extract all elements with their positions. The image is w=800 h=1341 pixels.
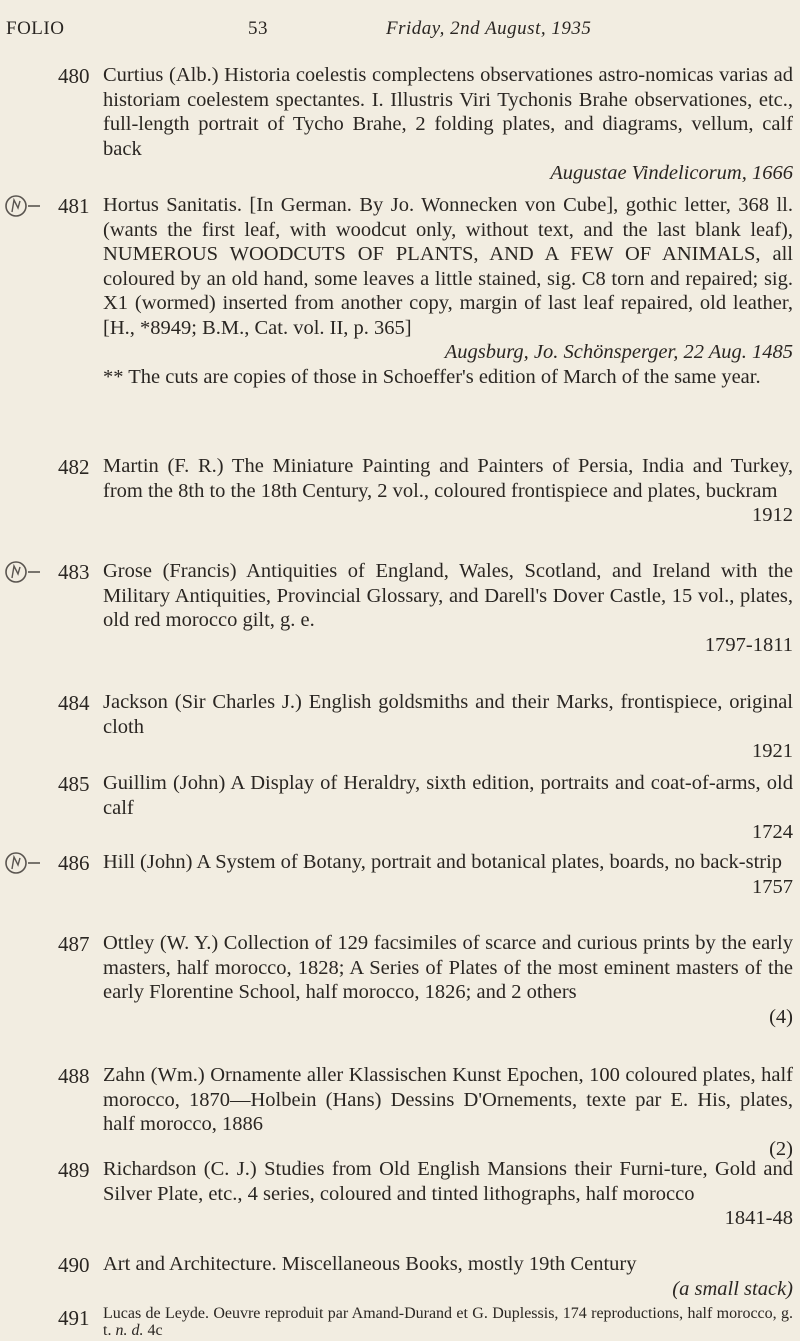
page-number: 53: [248, 18, 268, 39]
pencil-tick-mark-icon: [2, 192, 42, 220]
quantity: (a small stack): [672, 1277, 793, 1300]
lot-number: 484: [58, 691, 90, 715]
pencil-tick-mark-icon: [2, 849, 42, 877]
lot-description: [103, 771, 793, 845]
lot-number: 485: [58, 772, 90, 796]
description-text: Guillim (John) A Display of Heraldry, sixth edition, portraits and coat-of-arms, old calf: [103, 772, 793, 819]
lot-number: 489: [58, 1158, 90, 1182]
imprint: 1912: [752, 504, 793, 526]
imprint: Augustae Vindelicorum, 1666: [550, 162, 793, 184]
price-mark: 4c: [147, 1322, 163, 1339]
description-text: Curtius (Alb.) Historia coelestis complectens observationes astro-nomicas varias ad historiam coelestem spectantes. I. Illustris Viri Tychonis Brahe observationes, etc., full-length portrait of Tycho Brahe, 2 folding plates, and diagrams, vellum, calf back: [103, 64, 793, 160]
pencil-tick-mark-icon: [2, 558, 42, 586]
lot-number: 490: [58, 1253, 90, 1277]
description-text: Hortus Sanitatis. [In German. By Jo. Wonnecken von Cube], gothic letter, 368 ll. (wants the first leaf, with woodcut only, without text, and the last blank leaf), NUMEROUS WOODCUTS OF PLANTS, AND A FEW OF ANIMALS, all coloured by an old hand, some leaves a little stained, sig. C8 torn and repaired; sig. X1 (wormed) inserted from another copy, margin of last leaf repaired, old leather, [H., *8949; B.M., Cat. vol. II, p. 365]: [103, 194, 793, 339]
lot-number: 482: [58, 455, 90, 479]
description-text: Jackson (Sir Charles J.) English goldsmiths and their Marks, frontispiece, original cloth: [103, 691, 793, 738]
lot-description: [103, 1063, 793, 1161]
lot-number: 483: [58, 560, 90, 584]
lot-description: [103, 559, 793, 657]
lot-description: [103, 1252, 793, 1301]
imprint: Augsburg, Jo. Schönsperger, 22 Aug. 1485: [444, 341, 793, 363]
imprint: 1797-1811: [704, 633, 793, 656]
lot-number: 486: [58, 851, 90, 875]
lot-number: 481: [58, 194, 90, 218]
lot-note: ** The cuts are copies of those in Schoeffer's edition of March of the same year.: [103, 365, 761, 388]
imprint: 1841-48: [724, 1207, 793, 1229]
description-text: Hill (John) A System of Botany, portrait and botanical plates, boards, no back-strip: [103, 851, 783, 873]
description-body: Lucas de Leyde. Oeuvre reproduit par Amand-Durand et G. Duplessis, 174 reproductions, half morocco, g. t.: [103, 1305, 793, 1339]
description-text: Zahn (Wm.) Ornamente aller Klassischen Kunst Epochen, 100 coloured plates, half morocco, 1870—Holbein (Hans) Dessins D'Ornements, texte par E. His, plates, half morocco, 1886: [103, 1064, 793, 1135]
lot-number: 488: [58, 1064, 90, 1088]
lot-description: [103, 454, 793, 528]
description-text: Art and Architecture. Miscellaneous Books, mostly 19th Century: [103, 1253, 637, 1275]
description-text: Martin (F. R.) The Miniature Painting and Painters of Persia, India and Turkey, from the 8th to the 18th Century, 2 vol., coloured frontispiece and plates, buckram: [103, 455, 793, 502]
section-label: FOLIO: [6, 18, 65, 39]
lot-description: [103, 193, 793, 389]
sale-date: Friday, 2nd August, 1935: [386, 18, 592, 39]
lot-description: [103, 1305, 793, 1339]
lot-description: [103, 931, 793, 1029]
lot-number: 487: [58, 932, 90, 956]
lot-number: 491: [58, 1306, 90, 1330]
imprint: 1757: [752, 875, 793, 898]
quantity: (2): [769, 1137, 793, 1160]
description-text: [103, 1305, 793, 1339]
quantity: (4): [769, 1005, 793, 1028]
lot-description: [103, 690, 793, 764]
imprint: 1921: [752, 740, 793, 762]
lot-description: [103, 850, 793, 899]
lot-description: [103, 1157, 793, 1231]
lot-description: [103, 63, 793, 186]
imprint: 1724: [752, 821, 793, 843]
description-text: Ottley (W. Y.) Collection of 129 facsimiles of scarce and curious prints by the early masters, half morocco, 1828; A Series of Plates of the most eminent masters of the early Florentine School, half morocco, 1826; and 2 others: [103, 932, 793, 1003]
lot-number: 480: [58, 64, 90, 88]
page-header: [0, 18, 800, 48]
description-text: Richardson (C. J.) Studies from Old English Mansions their Furni-ture, Gold and Silver Plate, etc., 4 series, coloured and tinted lithographs, half morocco: [103, 1158, 793, 1205]
description-text: Grose (Francis) Antiquities of England, Wales, Scotland, and Ireland with the Military Antiquities, Provincial Glossary, and Darell's Dover Castle, 15 vol., plates, old red morocco gilt, g. e.: [103, 560, 793, 631]
imprint: n. d.: [115, 1322, 144, 1339]
